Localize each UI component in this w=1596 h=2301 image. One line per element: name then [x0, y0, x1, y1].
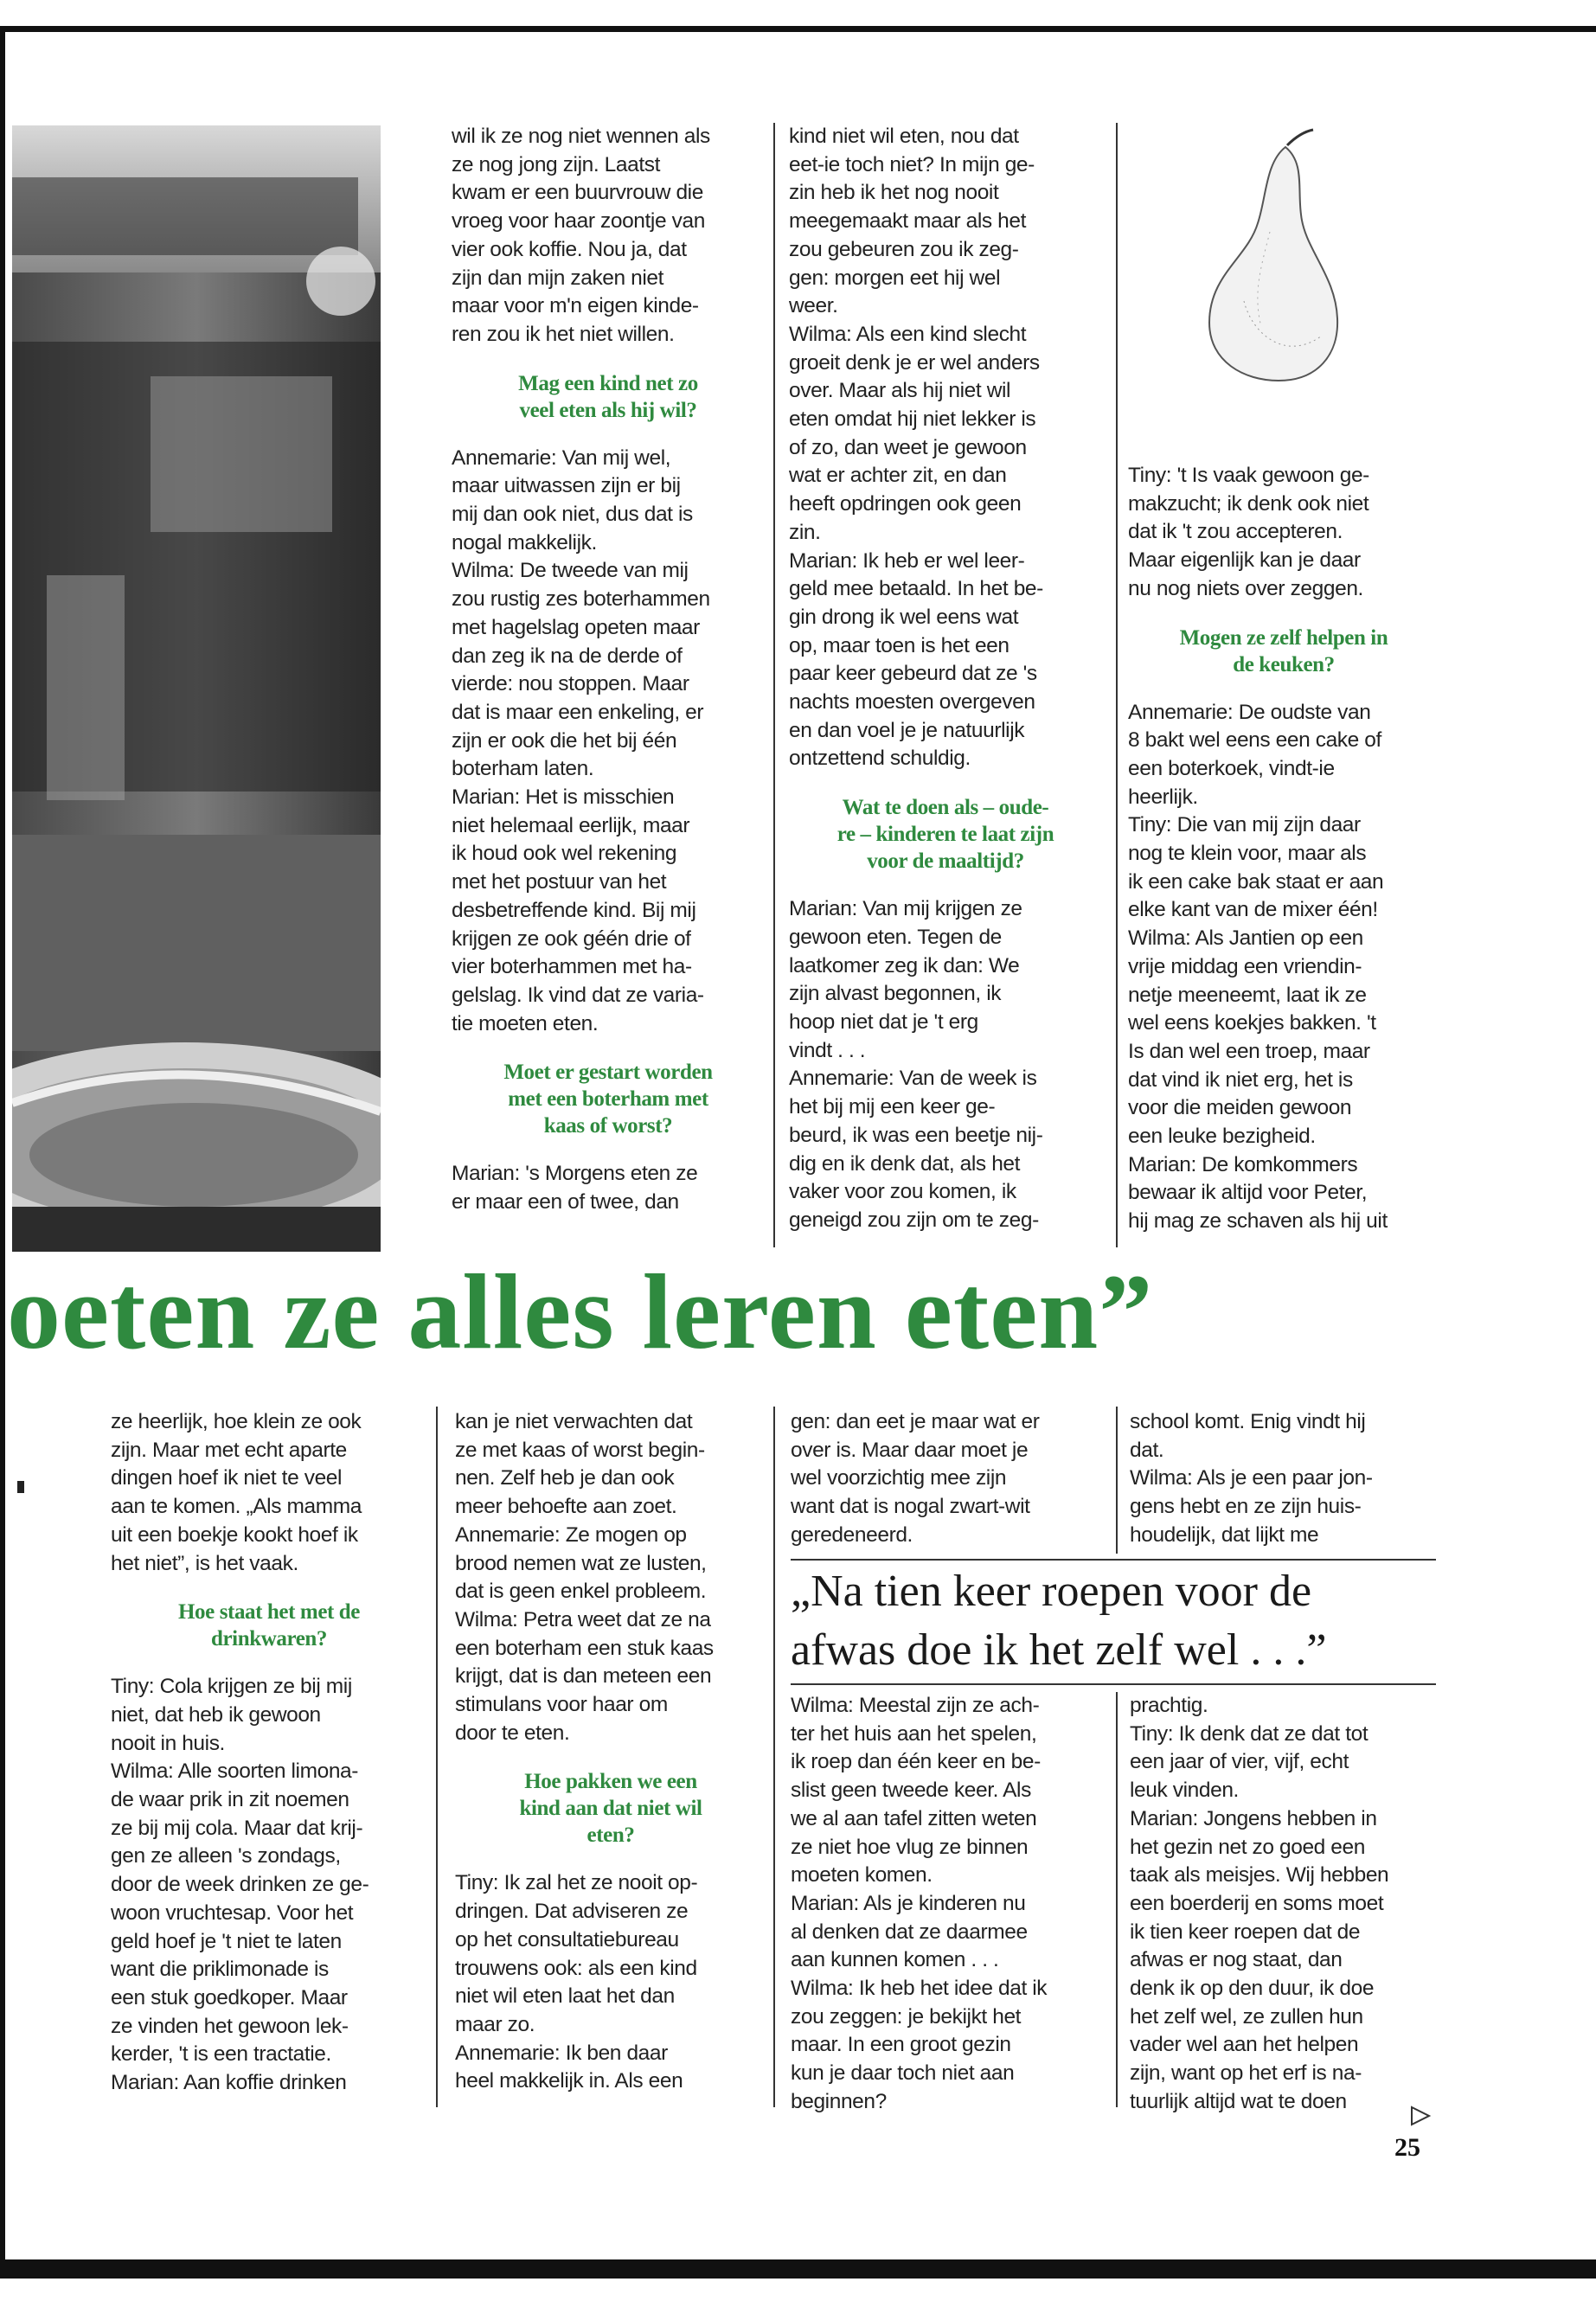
column-4-bottom-upper: [1130, 1408, 1441, 1550]
paragraph: Annemarie: De oudste van 8 bakt wel eens een cake of een boterkoek, vindt-ie heerlijk. Tiny: Die van mij zijn daar nog te klein voor, maar als ik een cake bak staat er aan elke kant van de mixer één! Wilma: Als Jantien op een vrije middag een vriendin- netje meeneemt, laat ik ze wel eens koekjes bakken. 't Is dan wel een troep, maar dat vind ik niet erg, het is voor die meiden gewoon een leuke bezigheid. Marian: De komkommers bewaar ik altijd voor Peter, hij mag ze schaven als hij uit: [1128, 700, 1388, 1234]
pull-quote: „Na tien keer roepen voor de afwas doe ik het zelf wel . . .”: [791, 1567, 1327, 1675]
subheading: Moet er gestart worden met een boterham met kaas of worst?: [503, 1061, 713, 1138]
column-3-top: [789, 123, 1102, 1235]
paragraph: Wilma: Meestal zijn ze ach- ter het huis aan het spelen, ik roep dan één keer en be- slist geen tweede keer. Als we al aan tafel zitten weten ze niet hoe vlug ze binnen moeten komen. Marian: Als je kinderen nu al denken dat ze daarmee aan kunnen komen . . . Wilma: Ik heb het idee dat ik zou zeggen: je bekijkt het maar. In een groot gezin kun je daar toch niet aan beginnen?: [791, 1694, 1048, 2113]
paragraph: school komt. Enig vindt hij dat. Wilma: Als je een paar jon- gens hebt en ze zijn huis- houdelijk, dat lijkt me: [1130, 1410, 1373, 1547]
paragraph: wil ik ze nog niet wennen als ze nog jong zijn. Laatst kwam er een buurvrouw die vroeg voor haar zoontje van vier ook koffie. Nou ja, dat zijn dan mijn zaken niet maar voor m'n eigen kinde- ren zou ik het niet willen.: [452, 125, 710, 346]
top-rule: [0, 26, 1596, 32]
column-divider: [773, 123, 775, 1247]
column-divider: [1116, 1407, 1118, 1554]
plate-photo: [12, 125, 381, 1252]
paragraph: kind niet wil eten, nou dat eet-ie toch niet? In mijn ge- zin heb ik het nog nooit meegemaakt maar als het zou gebeuren zou ik zeg- gen: morgen eet hij wel weer. Wilma: Als een kind slecht groeit denk je er wel anders over. Maar als hij niet wil eten omdat hij niet lekker is of zo, dan weet je gewoon wat er achter zit, en dan heeft opdringen ook geen zin. Marian: Ik heb er wel leer- geld mee betaald. In het be- gin drong ik wel eens wat op, maar toen is het een paar keer gebeurd dat ze 's nachts moesten overgeven en dan voel je je natuurlijk ontzettend schuldig.: [789, 125, 1043, 771]
column-3-bottom-upper: [791, 1408, 1102, 1550]
column-4-top: [1128, 462, 1439, 1236]
page-number: 25: [1394, 2133, 1420, 2162]
column-1-bottom: [111, 1408, 427, 2098]
headline: oeten ze alles leren eten”: [7, 1253, 1154, 1371]
subheading: Mag een kind net zo veel eten als hij wil?: [518, 371, 698, 422]
pullquote-rule-bottom: [791, 1683, 1436, 1685]
subheading: Hoe pakken we een kind aan dat niet wil eten?: [519, 1770, 702, 1848]
paragraph: Marian: 's Morgens eten ze er maar een of twee, dan: [452, 1162, 698, 1215]
column-divider: [773, 1407, 775, 2107]
paragraph: prachtig. Tiny: Ik denk dat ze dat tot een jaar of vier, vijf, echt leuk vinden. Marian: Jongens hebben in het gezin net zo goed een taak als meisjes. Wij hebben een boerderij en soms moet ik tien keer roepen dat de afwas er nog staat, dan denk ik op den duur, ik doe het zelf wel, ze zullen hun vader wel aan het helpen zijn, want op het erf is na- tuurlijk altijd wat te doen: [1130, 1694, 1389, 2113]
subheading: Wat te doen als – oude- re – kinderen te laat zijn voor de maaltijd?: [836, 796, 1054, 874]
paragraph: Tiny: 't Is vaak gewoon ge- makzucht; ik denk ook niet dat ik 't zou accepteren. Maar eigenlijk kan je daar nu nog niets over zeggen.: [1128, 464, 1369, 600]
paragraph: Marian: Van mij krijgen ze gewoon eten. Tegen de laatkomer zeg ik dan: We zijn alvast begonnen, ik hoop niet dat je 't erg vindt . . . Annemarie: Van de week is het bij mij een keer ge- beurd, ik was een beetje nij- dig en ik denk dat, als het vaker voor zou komen, ik geneigd zou zijn om te zeg-: [789, 897, 1043, 1232]
paragraph: Annemarie: Van mij wel, maar uitwassen zijn er bij mij dan ook niet, dus dat is nogal makkelijk. Wilma: De tweede van mij zou rustig zes boterhammen met hagelslag opeten maar dan zeg ik na de derde of vierde: nou stoppen. Maar dat is maar een enkeling, er zijn er ook die het bij één boterham laten. Marian: Het is misschien niet helemaal eerlijk, maar ik houd ook wel rekening met het postuur van het desbetreffende kind. Bij mij krijgen ze ook géén drie of vier boterhammen met ha- gelslag. Ik vind dat ze varia- tie moeten eten.: [452, 445, 710, 1035]
column-2-bottom: [455, 1408, 766, 2096]
column-4-bottom-lower: [1130, 1692, 1441, 2117]
paragraph: kan je niet verwachten dat ze met kaas of worst begin- nen. Zelf heb je dan ook meer behoefte aan zoet. Annemarie: Ze mogen op brood nemen wat ze lusten, dat is geen enkel probleem. Wilma: Petra weet dat ze na een boterham een stuk kaas krijgt, dat is dan meteen een stimulans voor haar om door te eten.: [455, 1410, 714, 1745]
margin-mark: [17, 1481, 24, 1493]
continue-arrow-icon: [1408, 2104, 1433, 2128]
left-rule: [0, 26, 5, 2275]
subheading: Mogen ze zelf helpen in de keuken?: [1179, 625, 1388, 676]
pullquote-rule-top: [791, 1559, 1436, 1561]
column-divider: [1116, 1692, 1118, 2107]
column-divider: [1116, 123, 1118, 1247]
paragraph: Tiny: Cola krijgen ze bij mij niet, dat heb ik gewoon nooit in huis. Wilma: Alle soorten limona- de waar prik in zit noemen ze bij mij cola. Maar dat krij- gen ze alleen 's zondags, door de week drinken ze ge- woon vruchtesap. Voor het geld hoef je 't niet te laten want die priklimonade is een stuk goedkoper. Maar ze vinden het gewoon lek- kerder, 't is een tractatie. Marian: Aan koffie drinken: [111, 1675, 369, 2095]
column-3-bottom-lower: [791, 1692, 1102, 2117]
pear-illustration: [1183, 128, 1348, 388]
subheading: Hoe staat het met de drinkwaren?: [178, 1600, 360, 1651]
paragraph: gen: dan eet je maar wat er over is. Maar daar moet je wel voorzichtig mee zijn want dat is nogal zwart-wit geredeneerd.: [791, 1410, 1040, 1547]
paragraph: ze heerlijk, hoe klein ze ook zijn. Maar met echt aparte dingen hoef ik niet te veel aan te komen. „Als mamma uit een boekje kookt hoef ik het niet”, is het vaak.: [111, 1410, 362, 1575]
column-2-top: [452, 123, 765, 1217]
paragraph: Tiny: Ik zal het ze nooit op- dringen. Dat adviseren ze op het consultatiebureau trouwens ook: als een kind niet wil eten laat het dan maar zo. Annemarie: Ik ben daar heel makkelijk in. Als een: [455, 1871, 698, 2093]
column-divider: [436, 1407, 438, 2107]
bottom-rule: [0, 2259, 1596, 2279]
